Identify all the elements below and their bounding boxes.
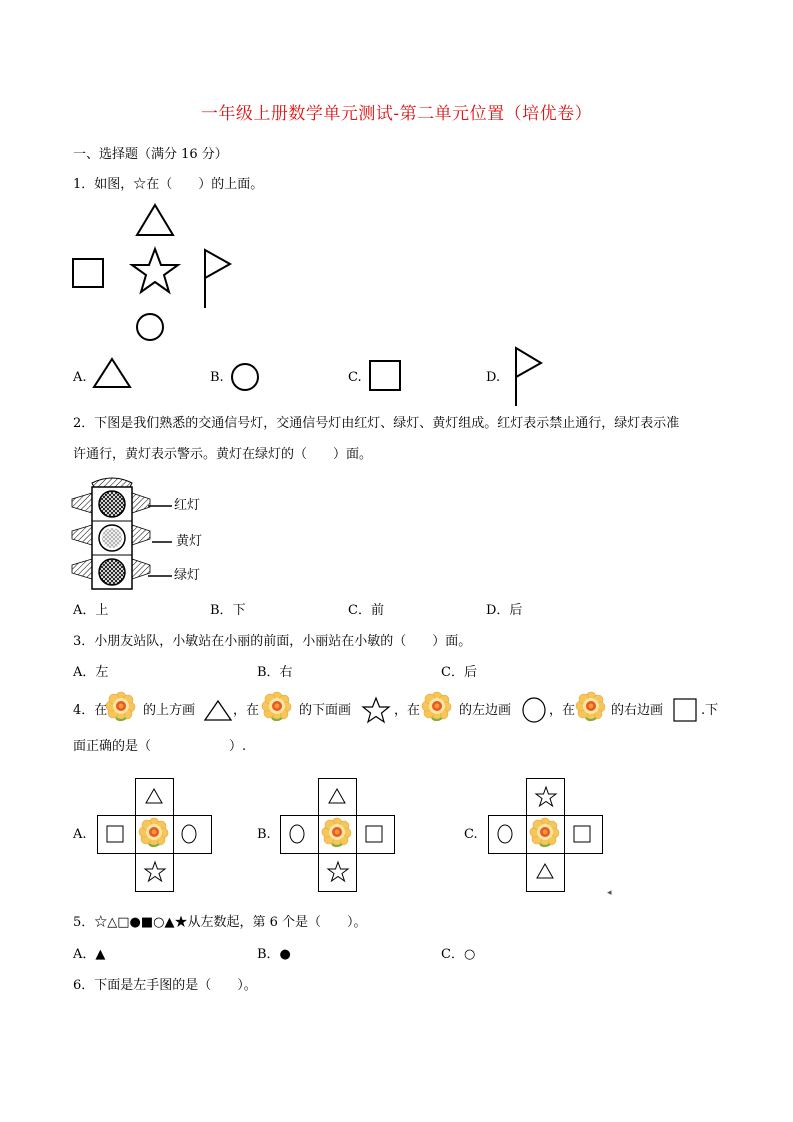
q1-option-c[interactable]: C. [348,370,362,385]
triangle-icon [137,205,173,235]
q4-line2: 面正确的是（ ）. [73,739,247,754]
q5-stem: 5．☆△□●■○▲★从左数起，第 6 个是（ ）。 [73,915,367,930]
return-mark: ◂ [607,888,612,898]
flower-icon [323,818,353,850]
q4-text-6: 的左边画 [459,703,512,718]
flower-icon [140,818,170,850]
q4-option-c[interactable]: C. [464,827,478,842]
circle-icon [496,823,516,845]
q4-text-4: 的下面画 [299,703,352,718]
q4-option-b[interactable]: B. [257,827,271,842]
q5-option-a[interactable]: A．▲ [73,947,106,962]
q4-option-a[interactable]: A. [73,827,87,842]
star-icon [326,860,350,884]
q1-option-a[interactable]: A. [73,370,87,385]
red-light-label: 红灯 [174,498,201,513]
q1-option-d[interactable]: D. [486,370,501,385]
circle-icon [522,697,548,725]
triangle-icon [535,862,555,880]
circle-icon [137,314,163,340]
q1-figure [70,200,250,345]
star-icon [143,860,167,884]
star-icon [534,785,558,809]
q2-option-c[interactable]: C．前 [348,603,384,618]
q4-text-9: .下 [701,703,719,718]
section-heading: 一、选择题（满分 16 分） [73,147,228,162]
green-lamp [99,559,125,585]
triangle-icon [205,699,235,723]
flower-icon [107,692,137,724]
flag-icon [511,346,545,408]
triangle-icon [327,787,347,805]
q6-stem: 6．下面是左手图的是（ ）。 [73,978,257,993]
flower-icon [577,692,607,724]
q4-text-8: 的右边画 [611,703,664,718]
circle-icon [288,823,308,845]
square-icon [105,824,125,844]
traffic-light-icon [72,473,154,595]
square-icon [364,824,384,844]
q4-text-1: 4．在 [73,703,108,718]
flower-icon [423,692,453,724]
q4-text-7: ，在 [549,703,576,718]
q4-text-5: ，在 [394,703,421,718]
q2-option-b[interactable]: B．下 [210,603,246,618]
star-icon [132,249,178,292]
square-icon [673,698,699,724]
triangle-icon [144,787,164,805]
flag-icon [205,250,230,278]
page-title: 一年级上册数学单元测试-第二单元位置（培优卷） [200,104,593,124]
triangle-icon [93,357,133,389]
q2-line1: 2．下图是我们熟悉的交通信号灯，交通信号灯由红灯、绿灯、黄灯组成。红灯表示禁止通行，绿灯表示准 [73,416,680,431]
q3-option-a[interactable]: A．左 [73,665,109,680]
q3-stem: 3．小朋友站队，小敏站在小丽的前面，小丽站在小敏的（ ）面。 [73,634,472,649]
q4-text-3: ，在 [233,703,260,718]
circle-icon [180,823,200,845]
q1-stem: 1．如图，☆在（ ）的上面。 [73,177,264,192]
q3-option-c[interactable]: C．后 [441,665,477,680]
q2-option-d[interactable]: D．后 [486,603,523,618]
q5-option-c[interactable]: C．○ [441,947,476,962]
flower-icon [531,818,561,850]
q2-option-a[interactable]: A．上 [73,603,109,618]
q2-line2: 许通行，黄灯表示警示。黄灯在绿灯的（ ）面。 [73,447,373,462]
circle-icon [230,362,262,392]
square-icon [572,824,592,844]
q5-option-b[interactable]: B．● [257,947,291,962]
flower-icon [263,692,293,724]
green-light-label: 绿灯 [174,568,201,583]
q4-text-2: 的上方画 [143,703,196,718]
star-icon [362,697,392,725]
yellow-light-label: 黄灯 [176,534,203,549]
q1-option-b[interactable]: B. [210,370,224,385]
square-icon [73,259,103,287]
red-lamp [99,491,125,517]
q3-option-b[interactable]: B．右 [257,665,293,680]
square-icon [369,360,403,392]
